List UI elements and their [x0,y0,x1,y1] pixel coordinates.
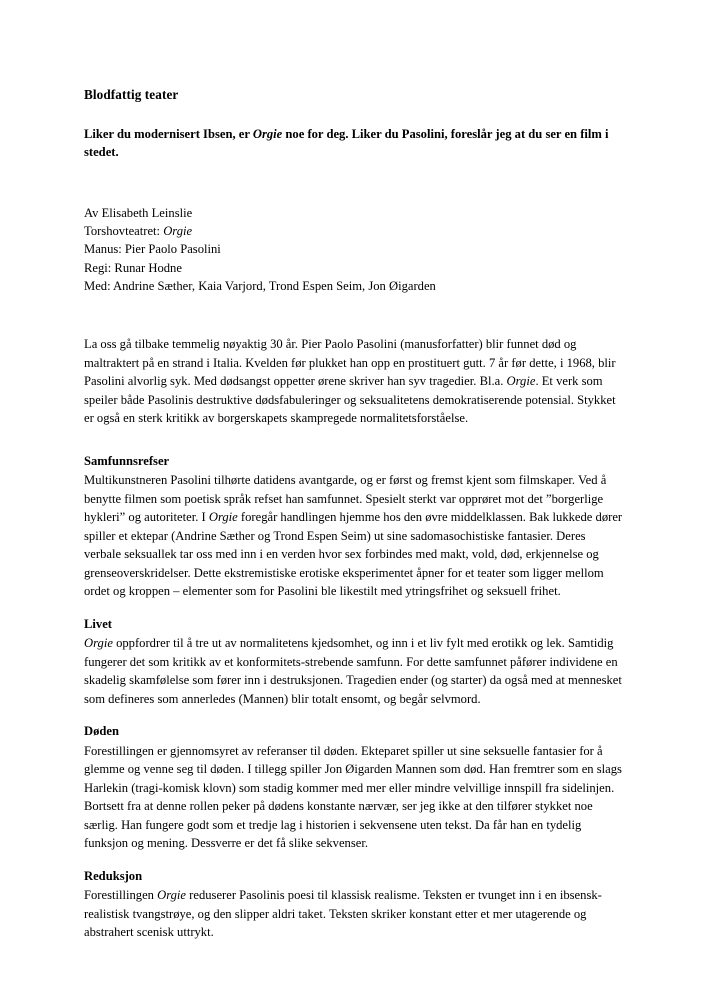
credit-line [84,259,623,277]
spacer [84,442,623,452]
credits-block [84,204,623,296]
section-paragraph [84,634,623,708]
credit-line [84,222,623,240]
credit-1-run-1: Orgie [163,223,193,238]
section-paragraph [84,471,623,601]
section-block [84,452,623,601]
section-block [84,867,623,942]
standfirst-run-1: Orgie [252,126,283,141]
section-heading: Reduksjon [84,868,143,883]
credit-0-run-0: Av Elisabeth Leinslie [84,205,193,220]
section-heading: Døden [84,724,119,739]
section-block [84,722,623,853]
section-0-run-0: Multikunstneren Pasolini tilhørte datidens avantgarde, og er først og fremst kjent som filmskaper. Ved å benytte filmen som poetisk språk refset han samfunnet. Spesielt sterkt var opprøret mot det ”borgerlige hykleri” og autoriteter. I [84,473,607,525]
credit-1-run-0: Torshovteatret: [84,223,164,238]
standfirst-run-2: noe for deg. Liker du Pasolini, foreslår jeg at du ser en film i stedet. [84,126,609,160]
intro-paragraph [84,335,623,428]
credit-line [84,277,623,295]
section-1-run-0: Orgie [84,636,113,651]
sections-container [84,452,623,942]
section-2-run-0: Forestillingen er gjennomsyret av referanser til døden. Ekteparet spiller ut sine seksuelle fantasier for å glemme og venne seg til døden. I tillegg spiller Jon Øigarden Mannen som død. Han fremtrer som en slags Harlekin (tragi-komisk klovn) som stadig kommer med mer eller mindre velvillige innspill fra sidelinjen. Bortsett fra at denne rollen peker på dødens konstante nærvær, ser jeg ikke at den tilfører stykket noe særlig. Han fungere godt som et tredje lag i historien i sekvensene uten tekst. Da får han en tydelig funksjon og mening. Dessverre er det få slike sekvenser. [84,743,622,851]
intro-run-1: Orgie [506,374,536,389]
section-heading: Livet [84,616,112,631]
section-3-run-0: Forestillingen [84,888,158,903]
credit-line [84,204,623,222]
standfirst-run-0: Liker du modernisert Ibsen, er [84,126,253,141]
section-heading: Samfunnsrefser [84,453,170,468]
standfirst [84,125,623,162]
section-3-run-1: Orgie [157,888,187,903]
section-3-run-2: reduserer Pasolinis poesi til klassisk realisme. Teksten er tvunget inn i en ibsensk-realistisk tvangstrøye, og den slipper aldri taket. Teksten skriker konstant etter et mer utagerende og abstrahert scenisk uttrykt. [84,888,602,940]
credit-3-run-0: Regi: Runar Hodne [84,260,182,275]
section-paragraph [84,886,623,942]
section-1-run-1: oppfordrer til å tre ut av normalitetens kjedsomhet, og inn i et liv fylt med erotikk og lek. Samtidig fungerer det som kritikk av et konformitets-strebende samfunn. For dette samfunnet påfører individene en skadelig skamfølelse som fører inn i destruksjonen. Tragedien ender (og starter) da også med at mennesket som defineres som annerledes (Mannen) blir totalt ensomt, og begår selvmord. [84,636,622,706]
section-block [84,615,623,709]
intro-run-2: . Et verk som speiler både Pasolinis destruktive dødsfabuleringer og seksualitetens demokratiserende potensial. Stykket er også en sterk kritikk av borgerskapets skampregede normalitetsforståelse. [84,374,616,426]
section-0-run-1: Orgie [208,510,238,525]
section-0-run-2: foregår handlingen hjemme hos den øvre middelklassen. Bak lukkede dører spiller et ektepar (Andrine Sæther og Trond Espen Seim) ut sine sadomasochistiske fantasier. Deres verbale seksuallek tar oss med inn i en verden hvor sex forbindes med makt, vold, død, erkjennelse og grenseoverskridelser. Dette ekstremistiske erotiske eksperimentet åpner for et teater som ligger mellom ordet og kroppen – elementer som for Pasolini ble likestilt med ytringsfrihet og seksuell frihet. [84,510,623,599]
credit-2-run-0: Manus: Pier Paolo Pasolini [84,242,221,257]
credit-line [84,240,623,258]
section-paragraph [84,742,623,853]
credit-4-run-0: Med: Andrine Sæther, Kaia Varjord, Trond Espen Seim, Jon Øigarden [84,279,436,294]
page-title: Blodfattig teater [84,87,179,102]
intro-run-0: La oss gå tilbake temmelig nøyaktig 30 år. Pier Paolo Pasolini (manusforfatter) blir funnet død og maltraktert på en strand i Italia. Kvelden før plukket han opp en prostituert gutt. 7 år før dette, i 1968, blir Pasolini alvorlig syk. Med dødsangst oppetter ørene skriver han syv tragedier. Bl.a. [84,337,616,389]
